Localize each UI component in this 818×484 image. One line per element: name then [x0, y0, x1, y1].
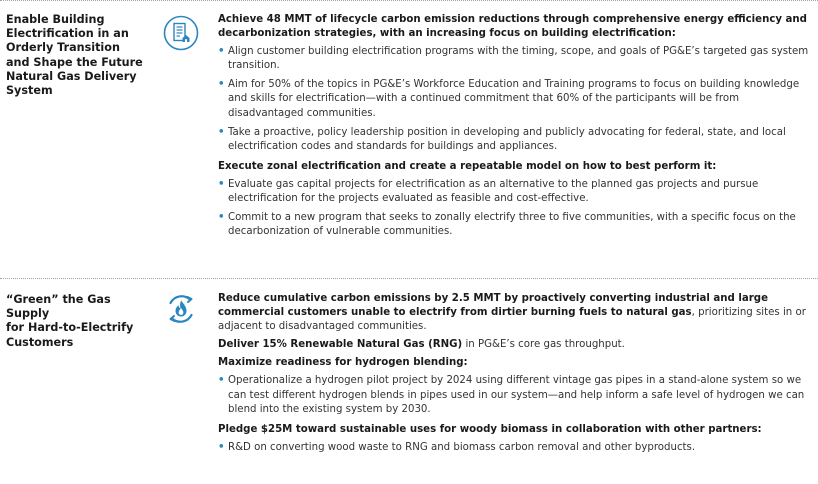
category-line: and Shape the Future: [6, 55, 143, 69]
goal-bullet-list: [218, 178, 810, 239]
goal-subheading: Execute zonal electrification and create a repeatable model on how to best perform it:: [218, 160, 717, 172]
category-line: Natural Gas Delivery: [6, 69, 137, 83]
category-line: Orderly Transition: [6, 41, 120, 55]
goal-bullet-list: [218, 45, 810, 154]
list-item: • Operationalize a hydrogen pilot project by 2024 using different vintage gas pipes in a stand-alone system so we can test different hydrogen blends in pipes used in our system—and help inform a safe level of hydrogen we can blend into the existing system by 2030.: [218, 374, 810, 416]
category-line: “Green” the Gas Supply: [6, 293, 111, 321]
list-item: • Take a proactive, policy leadership position in developing and publicly advocating for federal, state, and local electrification codes and standards for buildings and appliances.: [218, 126, 810, 154]
category-title: [6, 293, 156, 350]
goal-paragraph-bold: Reduce cumulative carbon emissions by 2.5 MMT by proactively converting industrial and large commercial customers unable to electrify from dirtier burning fuels to natural gas: [218, 293, 768, 319]
goal-bullet-list: [218, 374, 810, 416]
goal-headline: Achieve 48 MMT of lifecycle carbon emission reductions through comprehensive energy efficiency and decarbonization strategies, with an increasing focus on building electrification:: [218, 14, 807, 40]
goal-paragraph-text: in PG&E’s core gas throughput.: [462, 339, 625, 351]
goal-paragraph-text: , prioritizing sites in or adjacent to disadvantaged communities.: [218, 307, 806, 333]
category-line: System: [6, 84, 53, 98]
goal-paragraph: [218, 338, 810, 352]
goal-subheading: Pledge $25M toward sustainable uses for woody biomass in collaboration with other partners:: [218, 423, 762, 435]
row-content: [218, 13, 810, 239]
building-electrification-icon: [163, 15, 199, 51]
goal-paragraph-bold: Deliver 15% Renewable Natural Gas (RNG): [218, 339, 463, 351]
list-item: • Align customer building electrification programs with the timing, scope, and goals of PG&E’s targeted gas system transition.: [218, 45, 810, 73]
strategy-row-green-gas: [0, 282, 818, 484]
list-item: • Aim for 50% of the topics in PG&E’s Workforce Education and Training programs to focus on building knowledge and skills for electrification—with a continued commitment that 60% of the participants will be from disadvantaged communities.: [218, 78, 810, 120]
category-line: for Hard-to-Electrify: [6, 321, 134, 335]
flame-cycle-icon: [163, 291, 199, 327]
goal-paragraph: [218, 292, 810, 334]
list-item: • Evaluate gas capital projects for electrification as an alternative to the planned gas projects and pursue electrification for the projects evaluated as feasible and cost-effective.: [218, 178, 810, 206]
list-item: • Commit to a new program that seeks to zonally electrify three to five communities, with a specific focus on the decarbonization of vulnerable communities.: [218, 211, 810, 239]
category-line: Enable Building: [6, 13, 105, 26]
goal-subheading: Maximize readiness for hydrogen blending:: [218, 357, 468, 369]
row-divider: [0, 278, 818, 279]
category-line: Electrification in an: [6, 27, 129, 41]
category-line: Customers: [6, 335, 74, 349]
list-item: • R&D on converting wood waste to RNG and biomass carbon removal and other byproducts.: [218, 441, 810, 455]
row-content: [218, 292, 810, 455]
category-title: [6, 13, 156, 98]
goal-bullet-list: [218, 441, 810, 455]
